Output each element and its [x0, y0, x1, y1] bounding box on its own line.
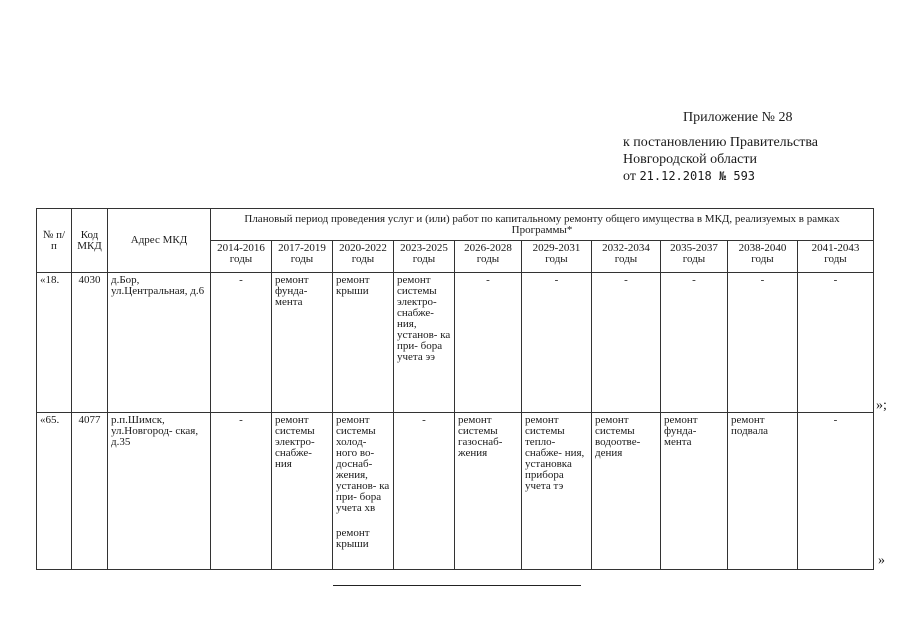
row-address: д.Бор, ул.Центральная, д.6 [108, 273, 211, 413]
row-number: «18. [37, 273, 72, 413]
work-cell: ремонт системы тепло- снабже- ния, установка прибора учета тэ [522, 413, 592, 570]
work-cell: ремонт системы водоотве- дения [592, 413, 661, 570]
decree-date-number: 21.12.2018 № 593 [639, 169, 756, 183]
work-cell: ремонт фунда- мента [661, 413, 728, 570]
work-cell: ремонт системы электро- снабже- ния [272, 413, 333, 570]
row-address: р.п.Шимск, ул.Новгород- ская, д.35 [108, 413, 211, 570]
work-cell: - [211, 413, 272, 570]
work-item: ремонт системы холод- ного во- доснаб- жения, установ- ка при- бора учета хв [336, 414, 390, 514]
table-row [37, 413, 874, 570]
work-cell: - [211, 273, 272, 413]
work-cell: ремонт фунда- мента [272, 273, 333, 413]
appendix-title: Приложение № 28 [683, 110, 793, 125]
year-header: 2023-2025 годы [394, 241, 455, 273]
work-cell: - [798, 273, 874, 413]
decree-reference [623, 134, 818, 185]
row-code: 4030 [72, 273, 108, 413]
repair-schedule-table [36, 208, 874, 570]
col-number-header: № п/п [37, 209, 72, 273]
table-row [37, 273, 874, 413]
row-code: 4077 [72, 413, 108, 570]
year-header: 2014-2016 годы [211, 241, 272, 273]
work-cell: ремонт системы электро- снабже- ния, установ- ка при- бора учета ээ [394, 273, 455, 413]
work-cell: - [728, 273, 798, 413]
work-cell: ремонт подвала [728, 413, 798, 570]
year-header: 2035-2037 годы [661, 241, 728, 273]
work-cell: - [394, 413, 455, 570]
work-item-roof: ремонт крыши [336, 527, 370, 550]
table-header-row [37, 209, 874, 241]
closing-quote-2: » [878, 553, 885, 568]
closing-quote-1: »; [876, 398, 887, 413]
year-header: 2017-2019 годы [272, 241, 333, 273]
year-header: 2026-2028 годы [455, 241, 522, 273]
work-cell: - [455, 273, 522, 413]
decree-line-2: Новгородской области [623, 152, 757, 167]
work-cell: ремонт крыши [333, 273, 394, 413]
col-address-header: Адрес МКД [108, 209, 211, 273]
year-header: 2029-2031 годы [522, 241, 592, 273]
year-header: 2041-2043 годы [798, 241, 874, 273]
decree-from: от [623, 169, 636, 184]
row-number: «65. [37, 413, 72, 570]
period-header: Плановый период проведения услуг и (или) работ по капитальному ремонту общего имущества в МКД, реализуемых в рамках Программы* [211, 209, 874, 241]
year-header: 2032-2034 годы [592, 241, 661, 273]
year-header: 2038-2040 годы [728, 241, 798, 273]
decree-line-3 [623, 168, 818, 185]
work-cell: - [522, 273, 592, 413]
col-code-header: Код МКД [72, 209, 108, 273]
work-cell: - [798, 413, 874, 570]
work-cell: ремонт системы газоснаб- жения [455, 413, 522, 570]
work-cell [333, 413, 394, 570]
decree-line-1: к постановлению Правительства [623, 135, 819, 150]
year-header: 2020-2022 годы [333, 241, 394, 273]
footer-rule [333, 585, 581, 586]
work-cell: - [592, 273, 661, 413]
work-cell: - [661, 273, 728, 413]
